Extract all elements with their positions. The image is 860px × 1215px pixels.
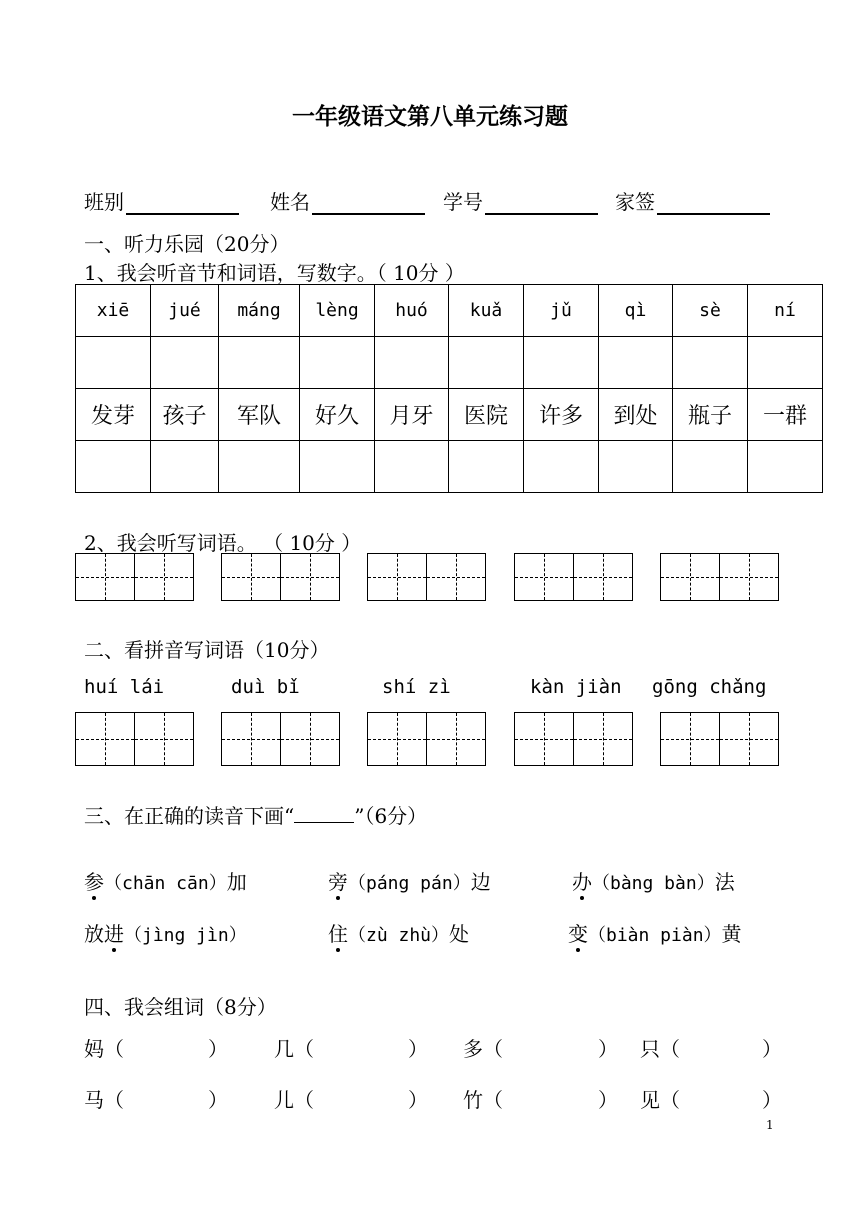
- close-paren: ）: [598, 1037, 618, 1061]
- open-paren: （: [660, 1037, 680, 1061]
- question1-heading: 1、我会听音节和词语，写数字。（ 10分 ）: [84, 261, 465, 285]
- word-group-item: [274, 1033, 314, 1062]
- word-cell: 一群: [748, 389, 823, 441]
- pinyin-cell: sè: [673, 285, 748, 337]
- pinyin-cell: jǔ: [524, 285, 599, 337]
- writing-grid[interactable]: [660, 712, 779, 766]
- section4-heading: 四、我会组词（8分）: [84, 995, 277, 1019]
- answer-cell[interactable]: [673, 441, 748, 493]
- open-paren: （: [483, 1037, 503, 1061]
- dictation-grid[interactable]: [660, 553, 779, 601]
- class-label: 班别: [84, 190, 124, 214]
- pinyin-options[interactable]: （jìng jìn）: [124, 925, 247, 946]
- word-cell: 孩子: [151, 389, 219, 441]
- pinyin-options[interactable]: （bàng bàn）: [592, 873, 715, 894]
- answer-cell[interactable]: [673, 337, 748, 389]
- writing-grid[interactable]: [75, 712, 194, 766]
- dictation-grid[interactable]: [75, 553, 194, 601]
- base-char: 见: [640, 1088, 660, 1112]
- parent-sign-field: [615, 186, 770, 215]
- answer-row: [76, 337, 823, 389]
- close-paren: ）: [408, 1037, 428, 1061]
- reading-item: [328, 918, 469, 947]
- word-rest: 加: [226, 870, 247, 894]
- open-paren: （: [483, 1088, 503, 1112]
- answer-cell[interactable]: [748, 441, 823, 493]
- page-number: 1: [766, 1118, 774, 1132]
- section3-heading: [84, 800, 427, 829]
- word-group-item: [84, 1084, 124, 1113]
- dotted-char: 进: [104, 918, 124, 947]
- answer-cell[interactable]: [599, 441, 673, 493]
- name-field: [270, 186, 425, 215]
- word-rest: 黄: [721, 922, 742, 946]
- answer-cell[interactable]: [219, 337, 300, 389]
- answer-cell[interactable]: [524, 337, 599, 389]
- word-group-item: [640, 1084, 680, 1113]
- page-title: 一年级语文第八单元练习题: [292, 103, 568, 130]
- question2-heading: 2、我会听写词语。 （ 10分 ）: [84, 531, 362, 555]
- pinyin-cell: xiē: [76, 285, 151, 337]
- base-char: 竹: [463, 1088, 483, 1112]
- answer-cell[interactable]: [151, 337, 219, 389]
- close-paren: ）: [598, 1088, 618, 1112]
- pinyin-cell: máng: [219, 285, 300, 337]
- word-group-item: [463, 1033, 503, 1062]
- word-cell: 许多: [524, 389, 599, 441]
- reading-item: [568, 918, 742, 947]
- listening-table: [75, 284, 823, 493]
- word-row: [76, 389, 823, 441]
- dictation-grid[interactable]: [367, 553, 486, 601]
- close-paren: ）: [208, 1037, 228, 1061]
- writing-grid[interactable]: [221, 712, 340, 766]
- answer-cell[interactable]: [76, 441, 151, 493]
- reading-item: [84, 918, 247, 947]
- dotted-char: 变: [568, 918, 588, 947]
- parent-sign-label: 家签: [615, 190, 655, 214]
- dotted-char: 住: [328, 918, 348, 947]
- pinyin-options[interactable]: （páng pán）: [348, 873, 471, 894]
- word-group-item: [84, 1033, 124, 1062]
- close-paren: ）: [408, 1088, 428, 1112]
- word-rest: 处: [449, 922, 470, 946]
- class-field: [84, 186, 239, 215]
- student-id-blank[interactable]: [485, 191, 598, 215]
- answer-cell[interactable]: [76, 337, 151, 389]
- pinyin-prompt: duì bǐ: [231, 676, 300, 698]
- pinyin-cell: qì: [599, 285, 673, 337]
- answer-cell[interactable]: [449, 441, 524, 493]
- writing-grid[interactable]: [367, 712, 486, 766]
- base-char: 几: [274, 1037, 294, 1061]
- name-blank[interactable]: [312, 191, 425, 215]
- answer-cell[interactable]: [151, 441, 219, 493]
- answer-cell[interactable]: [524, 441, 599, 493]
- student-id-field: [443, 186, 598, 215]
- reading-item: [328, 866, 491, 895]
- pinyin-options[interactable]: （biàn piàn）: [588, 925, 722, 946]
- answer-cell[interactable]: [300, 441, 375, 493]
- pinyin-cell: lèng: [300, 285, 375, 337]
- section1-heading: 一、听力乐园（20分）: [84, 232, 290, 256]
- answer-cell[interactable]: [375, 337, 449, 389]
- word-cell: 瓶子: [673, 389, 748, 441]
- word-cell: 军队: [219, 389, 300, 441]
- word-cell: 医院: [449, 389, 524, 441]
- dotted-char: 参: [84, 866, 104, 895]
- open-paren: （: [660, 1088, 680, 1112]
- close-paren: ）: [208, 1088, 228, 1112]
- pinyin-cell: huó: [375, 285, 449, 337]
- open-paren: （: [104, 1088, 124, 1112]
- base-char: 马: [84, 1088, 104, 1112]
- pinyin-options[interactable]: （chān cān）: [104, 873, 227, 894]
- pinyin-cell: kuǎ: [449, 285, 524, 337]
- dotted-char: 旁: [328, 866, 348, 895]
- word-pre: 放: [84, 922, 104, 946]
- pinyin-cell: jué: [151, 285, 219, 337]
- section3-heading-post: ”（6分）: [354, 804, 428, 828]
- answer-cell[interactable]: [748, 337, 823, 389]
- student-id-label: 学号: [443, 190, 483, 214]
- word-group-item: [640, 1033, 680, 1062]
- underline-sample: [294, 804, 354, 823]
- section3-heading-pre: 三、在正确的读音下画“: [84, 804, 295, 828]
- writing-grid[interactable]: [514, 712, 633, 766]
- answer-cell[interactable]: [449, 337, 524, 389]
- open-paren: （: [294, 1037, 314, 1061]
- pinyin-row: [76, 285, 823, 337]
- pinyin-cell: ní: [748, 285, 823, 337]
- answer-row: [76, 441, 823, 493]
- word-group-item: [274, 1084, 314, 1113]
- word-rest: 法: [714, 870, 735, 894]
- class-blank[interactable]: [126, 191, 239, 215]
- open-paren: （: [294, 1088, 314, 1112]
- open-paren: （: [104, 1037, 124, 1061]
- word-rest: 边: [470, 870, 491, 894]
- parent-sign-blank[interactable]: [657, 191, 770, 215]
- pinyin-prompt: huí lái: [84, 676, 165, 698]
- word-cell: 到处: [599, 389, 673, 441]
- base-char: 儿: [274, 1088, 294, 1112]
- name-label: 姓名: [270, 190, 310, 214]
- word-group-item: [463, 1084, 503, 1113]
- word-cell: 发芽: [76, 389, 151, 441]
- base-char: 只: [640, 1037, 660, 1061]
- reading-item: [572, 866, 735, 895]
- base-char: 多: [463, 1037, 483, 1061]
- word-cell: 好久: [300, 389, 375, 441]
- close-paren: ）: [762, 1088, 782, 1112]
- pinyin-prompt: shí zì: [382, 676, 451, 698]
- base-char: 妈: [84, 1037, 104, 1061]
- close-paren: ）: [762, 1037, 782, 1061]
- dictation-grid[interactable]: [221, 553, 340, 601]
- answer-cell[interactable]: [375, 441, 449, 493]
- answer-cell[interactable]: [599, 337, 673, 389]
- section2-heading: 二、看拼音写词语（10分）: [84, 638, 330, 662]
- pinyin-prompt: gōng chǎng: [652, 676, 767, 698]
- dotted-char: 办: [572, 866, 592, 895]
- answer-cell[interactable]: [219, 441, 300, 493]
- answer-cell[interactable]: [300, 337, 375, 389]
- word-cell: 月牙: [375, 389, 449, 441]
- dictation-grid[interactable]: [514, 553, 633, 601]
- pinyin-options[interactable]: （zù zhù）: [348, 925, 450, 946]
- pinyin-prompt: kàn jiàn: [530, 676, 622, 698]
- reading-item: [84, 866, 247, 895]
